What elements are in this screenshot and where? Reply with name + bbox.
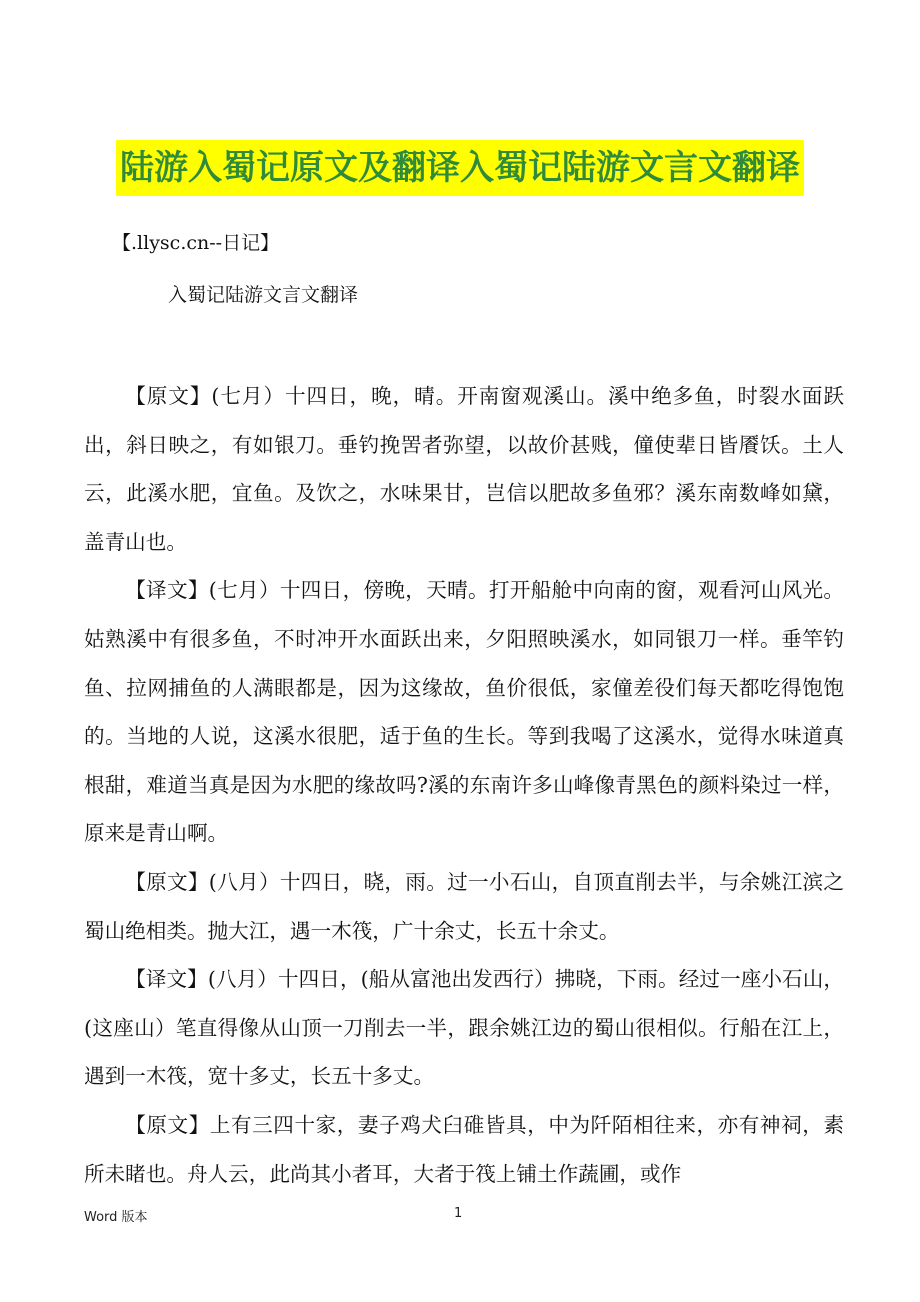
paragraph-translation-july: 【译文】(七月）十四日，傍晚，天晴。打开船舱中向南的窗，观看河山风光。姑熟溪中有很多鱼，不时冲开水面跃出来，夕阳照映溪水，如同银刀一样。垂竿钓鱼、拉网捕鱼的人满眼都是，因为这缘故，鱼价很低，家僮差役们每天都吃得饱饱的。当地的人说，这溪水很肥，适于鱼的生长。等到我喝了这溪水，觉得水味道真根甜，难道当真是因为水肥的缘故吗?溪的东南许多山峰像青黑色的颜料染过一样，原来是青山啊。	[84, 578, 844, 846]
paragraph-translation-august: 【译文】(八月）十四日，(船从富池出发西行）拂晓，下雨。经过一座小石山，(这座山）笔直得像从山顶一刀削去一半，跟余姚江边的蜀山很相似。行船在江上，遇到一木筏，宽十多丈，长五十多丈。	[84, 967, 844, 1089]
document-subtitle: 入蜀记陆游文言文翻译	[168, 284, 359, 306]
paragraph-original-july: 【原文】(七月）十四日，晚，晴。开南窗观溪山。溪中绝多鱼，时裂水面跃出，斜日映之，有如银刀。垂钓挽罟者弥望，以故价甚贱，僮使辈日皆餍饫。土人云，此溪水肥，宜鱼。及饮之，水味果甘，岂信以肥故多鱼邪？溪东南数峰如黛，盖青山也。	[84, 384, 844, 554]
source-label: 【.llysc.cn--日记】	[112, 232, 280, 254]
paragraph-original-august: 【原文】(八月）十四日，晓，雨。过一小石山，自顶直削去半，与余姚江滨之蜀山绝相类。抛大江，遇一木筏，广十余丈，长五十余丈。	[84, 869, 844, 943]
page-number: 1	[454, 1206, 463, 1221]
title-container	[0, 140, 920, 196]
footer-label: Word 版本	[84, 1210, 148, 1225]
document-body	[84, 372, 844, 1198]
document-title: 陆游入蜀记原文及翻译入蜀记陆游文言文翻译	[116, 140, 804, 196]
paragraph-original-raft: 【原文】上有三四十家，妻子鸡犬臼碓皆具，中为阡陌相往来，亦有神祠，素所未睹也。舟人云，此尚其小者耳，大者于筏上铺土作蔬圃，或作	[84, 1112, 844, 1186]
